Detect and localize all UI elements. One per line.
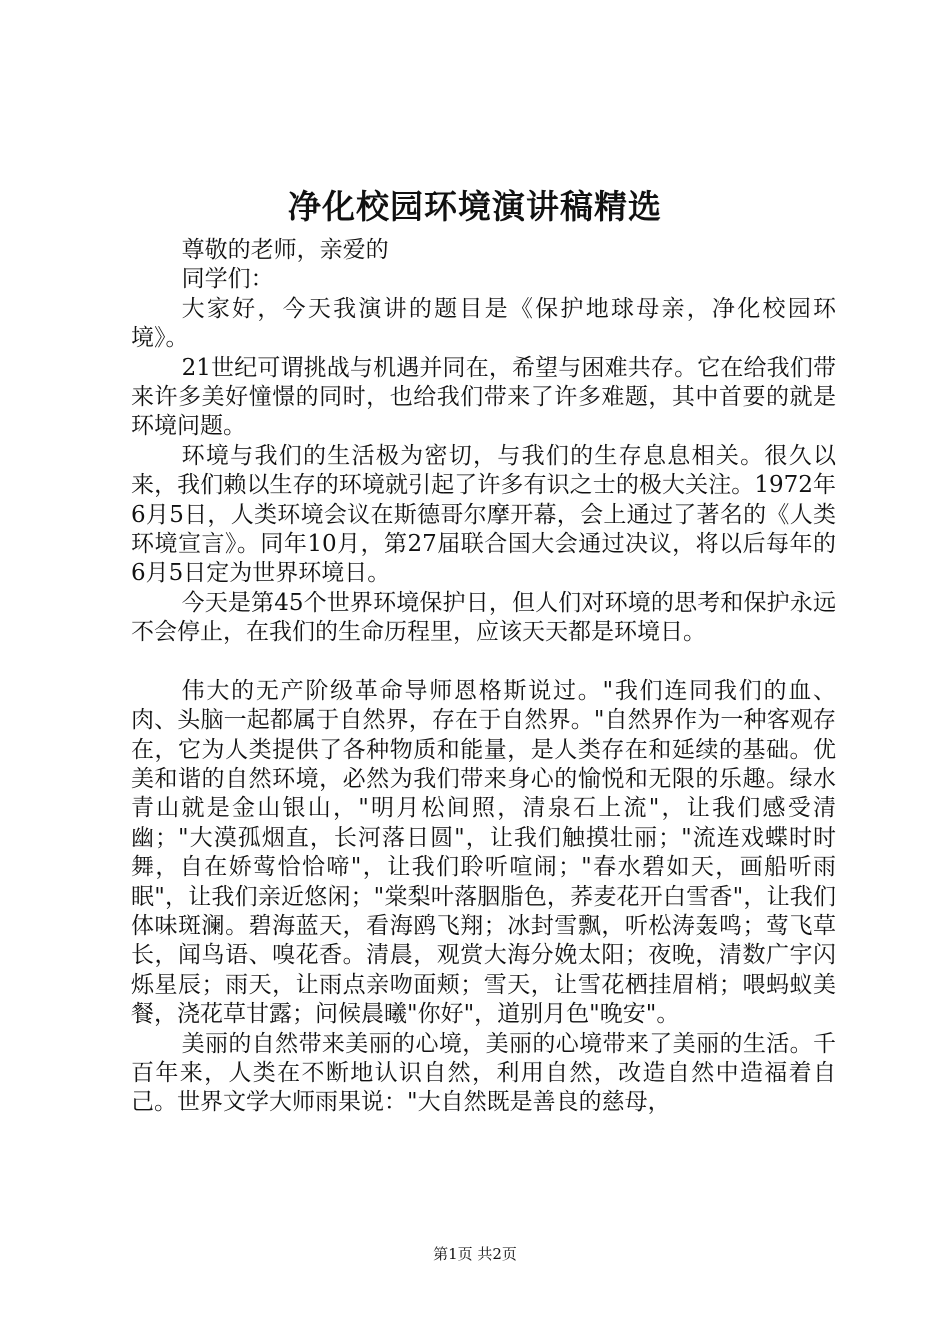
paragraph-engels-quote: 伟大的无产阶级革命导师恩格斯说过。"我们连同我们的血、肉、头脑一起都属于自然界，存在于自然界。"自然界作为一种客观存在，它为人类提供了各种物质和能量，是人类存在和延续的基础。优美和谐的自然环境，必然为我们带来身心的愉悦和无限的乐趣。绿水青山就是金山银山，"明月松间照，清泉石上流"，让我们感受清幽；"大漠孤烟直，长河落日圆"，让我们触摸壮丽；"流连戏蝶时时舞，自在娇莺恰恰啼"，让我们聆听喧闹；"春水碧如天，画船听雨眠"，让我们亲近悠闲；"棠梨叶落胭脂色，荞麦花开白雪香"，让我们体味斑澜。碧海蓝天，看海鸥飞翔；冰封雪飘，听松涛轰鸣；莺飞草长，闻鸟语、嗅花香。清晨，观赏大海分娩太阳；夜晚，清数广宇闪烁星辰；雨天，让雨点亲吻面颊；雪天，让雪花栖挂眉梢；喂蚂蚁美餐，浇花草甘露；问候晨曦"你好"，道别月色"晚安"。 xyxy=(131,677,836,1028)
page-footer: 第1页 共2页 xyxy=(433,1245,517,1263)
paragraph-hugo-quote: 美丽的自然带来美丽的心境，美丽的心境带来了美丽的生活。千百年来，人类在不断地认识自然，利用自然，改造自然中造福着自己。世界文学大师雨果说："大自然既是善良的慈母， xyxy=(131,1030,836,1116)
paragraph-45th-environment-day: 今天是第45个世界环境保护日，但人们对环境的思考和保护永远不会停止，在我们的生命历程里，应该天天都是环境日。 xyxy=(131,589,836,646)
paragraph-intro: 大家好，今天我演讲的题目是《保护地球母亲，净化校园环境》。 xyxy=(131,295,836,352)
paragraph-21st-century: 21世纪可谓挑战与机遇并同在，希望与困难共存。它在给我们带来许多美好憧憬的同时，也给我们带来了许多难题，其中首要的就是环境问题。 xyxy=(131,354,836,440)
document-title: 净化校园环境演讲稿精选 xyxy=(288,187,662,226)
salutation-line-1: 尊敬的老师，亲爱的 xyxy=(181,237,389,263)
salutation-line-2: 同学们： xyxy=(181,266,274,293)
document-body xyxy=(131,236,836,1118)
paragraph-environment-day-history: 环境与我们的生活极为密切，与我们的生存息息相关。很久以来，我们赖以生存的环境就引起了许多有识之士的极大关注。1972年6月5日，人类环境会议在斯德哥尔摩开幕，会上通过了著名的《人类环境宣言》。同年10月，第27届联合国大会通过决议，将以后每年的6月5日定为世界环境日。 xyxy=(131,442,836,587)
